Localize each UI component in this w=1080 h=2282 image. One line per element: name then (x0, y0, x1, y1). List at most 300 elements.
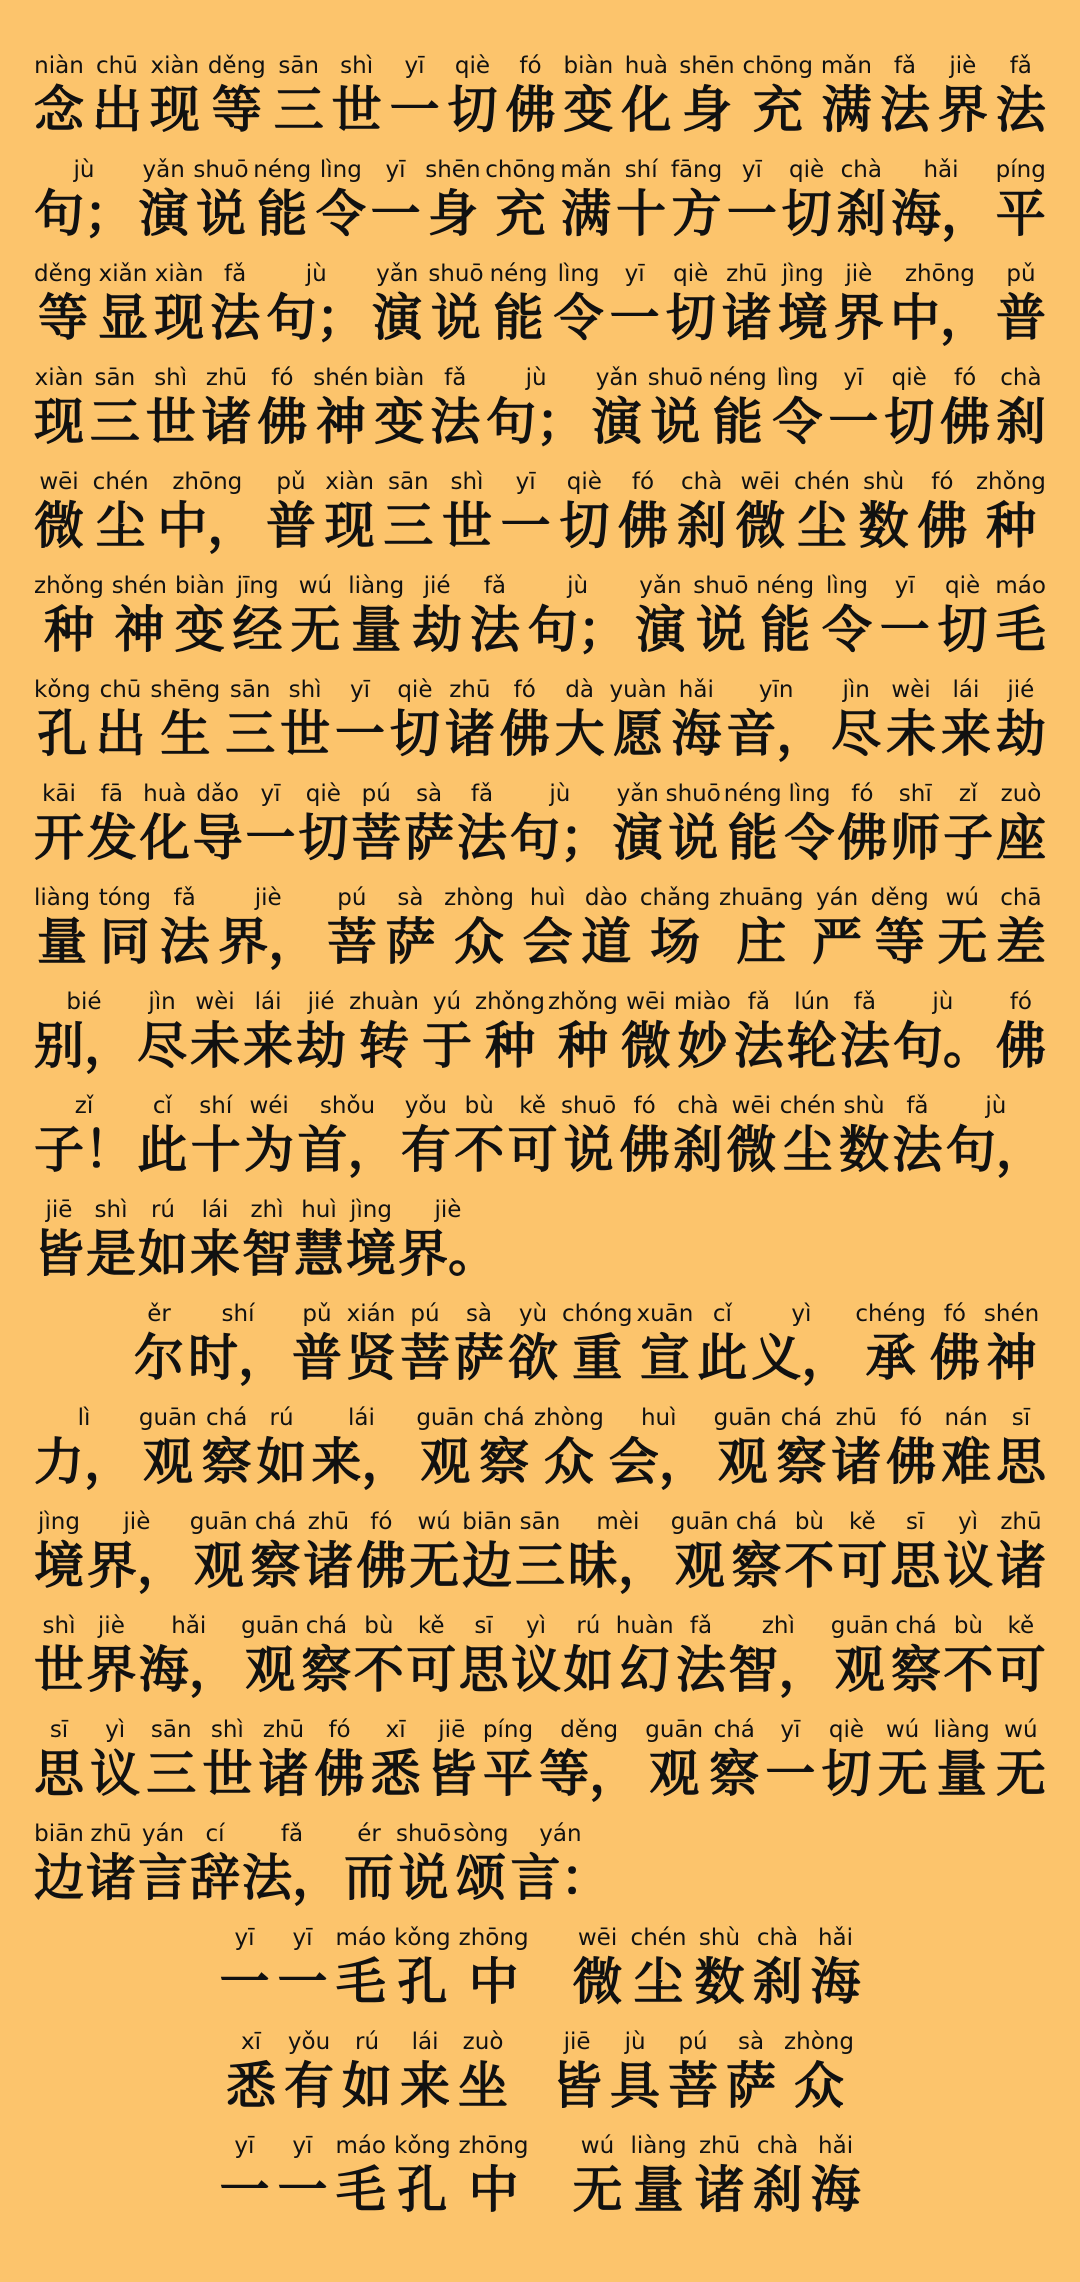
pinyin: yì (791, 1301, 812, 1327)
hanzi: 庄 (736, 913, 787, 971)
pinyin: hǎi (817, 1925, 854, 1951)
pinyin: huì (529, 885, 566, 911)
hanzi: 变 (563, 81, 614, 139)
hanzi: 观 (245, 1641, 296, 1699)
hanzi: 法 (892, 1121, 943, 1179)
ruby-unit (425, 156, 480, 244)
hanzi: 切 (665, 289, 716, 347)
hanzi: 一 (245, 809, 296, 867)
text-line (34, 1700, 1046, 1804)
pinyin: jiē (45, 1197, 73, 1223)
pinyin: yán (141, 1821, 185, 1847)
ruby-unit (621, 52, 671, 140)
hanzi: 子！ (34, 1121, 134, 1179)
hanzi: 令 (553, 289, 604, 347)
hanzi: 大 (554, 705, 605, 763)
hanzi: 切 (884, 393, 935, 451)
ruby-unit (938, 52, 988, 140)
pinyin: jiè (123, 1509, 151, 1535)
hanzi: 劫 (412, 601, 463, 659)
ruby-unit (714, 1404, 772, 1492)
pinyin: dào (584, 885, 628, 911)
pinyin: yī (260, 781, 281, 807)
hanzi: 境 (777, 289, 828, 347)
pinyin: zhuàn (349, 989, 419, 1015)
hanzi: 一 (609, 289, 660, 347)
ruby-unit (943, 1508, 993, 1596)
ruby-unit (640, 884, 711, 972)
ruby-unit (940, 364, 990, 452)
pinyin: fǎ (747, 989, 770, 1015)
hanzi: 颂 (455, 1849, 506, 1907)
hanzi: 微 (572, 1953, 623, 2011)
ruby-unit (266, 468, 316, 556)
pinyin: liàng (933, 1717, 990, 1743)
hanzi: 此 (697, 1329, 748, 1387)
hanzi: 议 (510, 1641, 561, 1699)
pinyin: máo (335, 2133, 387, 2159)
ruby-unit (34, 988, 134, 1076)
ruby-unit (246, 780, 296, 868)
hanzi: 悉 (226, 2057, 277, 2115)
pinyin: děng (34, 261, 92, 287)
ruby-unit (218, 884, 318, 972)
hanzi: 佛 (505, 81, 556, 139)
hanzi: 刹 (836, 185, 887, 243)
hanzi: 来， (311, 1433, 412, 1491)
hanzi: 中， (157, 497, 258, 555)
ruby-unit (157, 468, 257, 556)
ruby-unit (726, 1092, 776, 1180)
ruby-unit (784, 1508, 834, 1596)
pinyin: yī (292, 2133, 313, 2159)
hanzi: 子 (943, 809, 994, 867)
ruby-unit (348, 572, 404, 660)
hanzi: 等， (539, 1745, 640, 1803)
ruby-unit (406, 1612, 456, 1700)
pinyin: guān (670, 1509, 729, 1535)
pinyin: qiè (673, 261, 709, 287)
hanzi: 演 (372, 289, 423, 347)
ruby-unit (679, 52, 734, 140)
pinyin: jìng (781, 261, 824, 287)
hanzi: 令 (821, 601, 872, 659)
pinyin: huà (624, 53, 668, 79)
hanzi: 佛 (837, 809, 888, 867)
pinyin: guān (241, 1613, 300, 1639)
hanzi: 场 (650, 913, 701, 971)
ruby-unit (354, 1612, 404, 1700)
pinyin: jiē (563, 2029, 591, 2055)
ruby-unit (937, 884, 987, 972)
hanzi: 量 (936, 1745, 987, 1803)
ruby-unit (828, 364, 878, 452)
ruby-unit (996, 884, 1046, 972)
pinyin: chén (630, 1925, 687, 1951)
pinyin: zhì (761, 1613, 795, 1639)
hanzi: 刹 (995, 393, 1046, 451)
hanzi: 萨 (726, 2057, 777, 2115)
ruby-unit (385, 884, 435, 972)
ruby-unit (93, 468, 149, 556)
hanzi: 具 (610, 2057, 661, 2115)
hanzi: 幻 (619, 1641, 670, 1699)
hanzi: 三 (514, 1537, 565, 1595)
hanzi: 切 (821, 1745, 872, 1803)
pinyin: rú (269, 1405, 294, 1431)
hanzi: 无 (937, 913, 988, 971)
pinyin: yǎn (616, 781, 659, 807)
pinyin: zhū (307, 1509, 350, 1535)
pinyin: chǎng (639, 885, 711, 911)
ruby-unit (855, 1300, 926, 1388)
pinyin: chén (794, 469, 850, 495)
ruby-unit (277, 1924, 327, 2012)
hanzi: 转 (359, 1017, 410, 1075)
pinyin: shén (313, 365, 369, 391)
ruby-unit (98, 260, 148, 348)
ruby-unit (996, 988, 1046, 1076)
hanzi: 种 (557, 1017, 608, 1075)
pinyin: rú (576, 1613, 601, 1639)
ruby-unit (313, 364, 368, 452)
ruby-unit (430, 364, 480, 452)
pinyin: qiè (891, 365, 927, 391)
hanzi: 为 (244, 1121, 295, 1179)
pinyin: shí (221, 1301, 255, 1327)
hanzi: 导 (192, 809, 243, 867)
ruby-unit (351, 780, 401, 868)
hanzi: 是 (86, 1225, 136, 1283)
ruby-unit (383, 468, 433, 556)
hanzi: 数 (694, 1953, 745, 2011)
hanzi: 无 (409, 1537, 460, 1595)
hanzi: 句； (527, 601, 628, 659)
pinyin: lì (77, 1405, 91, 1431)
ruby-unit (486, 364, 586, 452)
ruby-unit (780, 1092, 836, 1180)
pinyin: shēng (150, 677, 221, 703)
ruby-unit (996, 52, 1046, 140)
pinyin: shù (863, 469, 905, 495)
pinyin: zhōng (904, 261, 975, 287)
hanzi: 于 (422, 1017, 472, 1075)
hanzi: 现 (154, 289, 205, 347)
ruby-unit (891, 156, 991, 244)
hanzi: 充 (752, 81, 803, 139)
pinyin: yī (894, 573, 915, 599)
ruby-unit (298, 1092, 398, 1180)
pinyin: biān (462, 1509, 512, 1535)
text-line (34, 348, 1046, 452)
ruby-unit (785, 780, 835, 868)
ruby-unit (751, 1300, 851, 1388)
ruby-unit (459, 1612, 509, 1700)
text-line (34, 452, 1046, 556)
ruby-unit (836, 156, 886, 244)
hanzi: 说 (668, 809, 719, 867)
ruby-unit (150, 52, 200, 140)
pinyin: huì (640, 1405, 677, 1431)
hanzi: 如 (138, 1225, 188, 1283)
ruby-unit (890, 780, 940, 868)
pinyin: xuān (636, 1301, 694, 1327)
ruby-unit (454, 1300, 504, 1388)
pinyin: bù (794, 1509, 824, 1535)
pinyin: xiàn (154, 261, 204, 287)
pinyin: shí (624, 157, 658, 183)
hanzi: 来 (190, 1225, 240, 1283)
ruby-unit (86, 1820, 136, 1908)
hanzi: 会 (522, 913, 573, 971)
pinyin: sān (229, 677, 271, 703)
hanzi: 智 (242, 1225, 292, 1283)
ruby-unit (631, 1924, 687, 2012)
hanzi: 句； (34, 185, 134, 243)
hanzi: 皆 (34, 1225, 84, 1283)
pinyin: pǔ (276, 469, 306, 495)
hanzi: 不 (784, 1537, 835, 1595)
hanzi: 种 (985, 497, 1036, 555)
pinyin: sà (465, 1301, 493, 1327)
pinyin: jiē (438, 1717, 466, 1743)
ruby-unit (138, 1820, 188, 1908)
ruby-unit (335, 1924, 386, 2012)
hanzi: 界， (86, 1537, 187, 1595)
hanzi: 种 (484, 1017, 535, 1075)
pinyin: fǎ (444, 365, 467, 391)
ruby-unit (146, 364, 196, 452)
pinyin: sān (387, 469, 429, 495)
hanzi: 海 (810, 1953, 861, 2011)
pinyin: chū (99, 677, 142, 703)
pinyin: yī (404, 53, 425, 79)
ruby-unit (202, 1716, 252, 1804)
pinyin: guān (416, 1405, 475, 1431)
ruby-unit (34, 1508, 84, 1596)
pinyin: shuō (647, 365, 703, 391)
pinyin: yīn (758, 677, 794, 703)
pinyin: néng (253, 157, 312, 183)
ruby-unit (86, 1612, 136, 1700)
ruby-unit (508, 1092, 558, 1180)
hanzi: 诸 (201, 393, 252, 451)
hanzi: 思 (890, 1537, 941, 1595)
pinyin: shì (288, 677, 322, 703)
hanzi: 微 (735, 497, 786, 555)
ruby-unit (561, 1092, 616, 1180)
hanzi: 察 (479, 1433, 530, 1491)
hanzi: 一 (726, 185, 777, 243)
pinyin: shì (94, 1197, 128, 1223)
ruby-unit (445, 676, 495, 764)
ruby-unit (756, 572, 814, 660)
hanzi: 辞 (190, 1849, 240, 1907)
ruby-unit (342, 2028, 392, 2116)
ruby-unit (34, 780, 84, 868)
ruby-unit (616, 156, 666, 244)
hanzi: 菩 (400, 1329, 450, 1387)
ruby-unit (346, 1196, 396, 1284)
hanzi: 境 (346, 1225, 396, 1283)
pinyin: shuō (428, 261, 484, 287)
pinyin: fǎ (893, 53, 917, 79)
ruby-unit (930, 1300, 980, 1388)
hanzi: 菩 (668, 2057, 719, 2115)
hanzi: 满 (821, 81, 872, 139)
hanzi: 贤 (346, 1329, 396, 1387)
pinyin: yī (624, 261, 645, 287)
ruby-unit (573, 1924, 623, 2012)
pinyin: chà (677, 1093, 719, 1119)
ruby-unit (677, 468, 727, 556)
ruby-unit (202, 364, 252, 452)
ruby-unit (139, 1404, 197, 1492)
hanzi: 法 (469, 601, 520, 659)
pinyin: lái (952, 677, 980, 703)
ruby-unit (719, 884, 804, 972)
pinyin: shuō (693, 573, 749, 599)
hanzi: 察 (709, 1745, 760, 1803)
pinyin: wēi (626, 989, 666, 1015)
ruby-unit (398, 1196, 498, 1284)
pinyin: fó (633, 1093, 656, 1119)
pinyin: jiè (434, 1197, 462, 1223)
ruby-unit (409, 1508, 459, 1596)
text-line (34, 1180, 1046, 1284)
ruby-unit (190, 1508, 248, 1596)
pinyin: liàng (348, 573, 405, 599)
pinyin: chá (305, 1613, 348, 1639)
ruby-unit (208, 52, 266, 140)
pinyin: zǐ (958, 781, 978, 807)
hanzi: 法 (879, 81, 930, 139)
text-line (34, 660, 1046, 764)
hanzi: 察 (250, 1537, 301, 1595)
ruby-unit (728, 1612, 828, 1700)
pinyin: chá (895, 1613, 937, 1639)
hanzi: 一 (828, 393, 879, 451)
ruby-unit (560, 156, 611, 244)
ruby-unit (90, 1716, 140, 1804)
hanzi: 佛 (356, 1537, 407, 1595)
pinyin: mǎn (560, 157, 612, 183)
hanzi: 议 (943, 1537, 994, 1595)
pinyin: yì (525, 1613, 546, 1639)
ruby-unit (562, 1300, 632, 1388)
hanzi: 法 (159, 913, 210, 971)
hanzi: 尘 (782, 1121, 833, 1179)
ruby-unit (266, 260, 366, 348)
hanzi: 可 (406, 1641, 457, 1699)
pinyin: chà (840, 157, 882, 183)
pinyin: jiè (97, 1613, 125, 1639)
hanzi: 神 (986, 1329, 1037, 1387)
hanzi: 切 (298, 809, 349, 867)
hanzi: 神 (315, 393, 366, 451)
ruby-unit (943, 1612, 993, 1700)
pinyin: xiàn (150, 53, 200, 79)
ruby-unit (34, 676, 91, 764)
pinyin: yú (432, 989, 462, 1015)
hanzi: 数 (839, 1121, 890, 1179)
hanzi: 未 (190, 1017, 241, 1075)
ruby-unit (257, 1404, 307, 1492)
hanzi: 念 (34, 81, 84, 139)
hanzi: 察 (301, 1641, 352, 1699)
hanzi: 佛 (499, 705, 550, 763)
hanzi: 切 (559, 497, 610, 555)
ruby-unit (871, 884, 929, 972)
hanzi: 说 (430, 289, 481, 347)
pinyin: fó (943, 1301, 966, 1327)
hanzi: 众 (454, 913, 505, 971)
pinyin: chá (205, 1405, 248, 1431)
pinyin: sān (150, 1717, 192, 1743)
hanzi: 如 (563, 1641, 614, 1699)
pinyin: sī (1011, 1405, 1031, 1431)
ruby-unit (831, 1612, 889, 1700)
hanzi: 不 (454, 1121, 505, 1179)
hanzi: 来 (243, 1017, 294, 1075)
pinyin: sī (49, 1717, 69, 1743)
ruby-unit (831, 1404, 881, 1492)
pinyin: xiàn (325, 469, 374, 495)
hanzi: 诸 (694, 2161, 745, 2219)
ruby-unit (444, 884, 514, 972)
ruby-unit (296, 988, 346, 1076)
hanzi: 观 (834, 1641, 885, 1699)
hanzi: 法 (675, 1641, 726, 1699)
ruby-unit (311, 1404, 411, 1492)
pinyin: yī (349, 677, 370, 703)
pinyin: guān (830, 1613, 889, 1639)
hanzi: 承 (865, 1329, 916, 1387)
ruby-unit (648, 364, 703, 452)
pinyin: wèi (891, 677, 931, 703)
hanzi: 言： (510, 1849, 611, 1907)
pinyin: lái (254, 989, 282, 1015)
hanzi: 现 (149, 81, 200, 139)
hanzi: 说 (563, 1121, 614, 1179)
ruby-unit (349, 988, 419, 1076)
ruby-unit (508, 1300, 558, 1388)
pinyin: chá (780, 1405, 823, 1431)
pinyin: shì (210, 1717, 244, 1743)
pinyin: fó (851, 781, 874, 807)
ruby-unit (534, 1404, 604, 1492)
ruby-unit (134, 1300, 184, 1388)
pinyin: zhōng (458, 2133, 529, 2159)
ruby-unit (635, 572, 685, 660)
hanzi: 法 (430, 393, 481, 451)
ruby-unit (884, 364, 934, 452)
ruby-unit (695, 2132, 745, 2220)
ruby-unit (244, 1092, 294, 1180)
ruby-unit (645, 1716, 703, 1804)
pinyin: nán (944, 1405, 988, 1431)
text-line (34, 36, 1046, 140)
ruby-unit (233, 572, 283, 660)
pinyin: guān (645, 1717, 704, 1743)
pinyin: chá (483, 1405, 525, 1431)
hanzi: 世 (145, 393, 196, 451)
pinyin: ér (357, 1821, 381, 1847)
text-line (34, 244, 1046, 348)
pinyin: xiǎn (98, 261, 148, 287)
pinyin: guān (713, 1405, 772, 1431)
hanzi: 方 (671, 185, 722, 243)
